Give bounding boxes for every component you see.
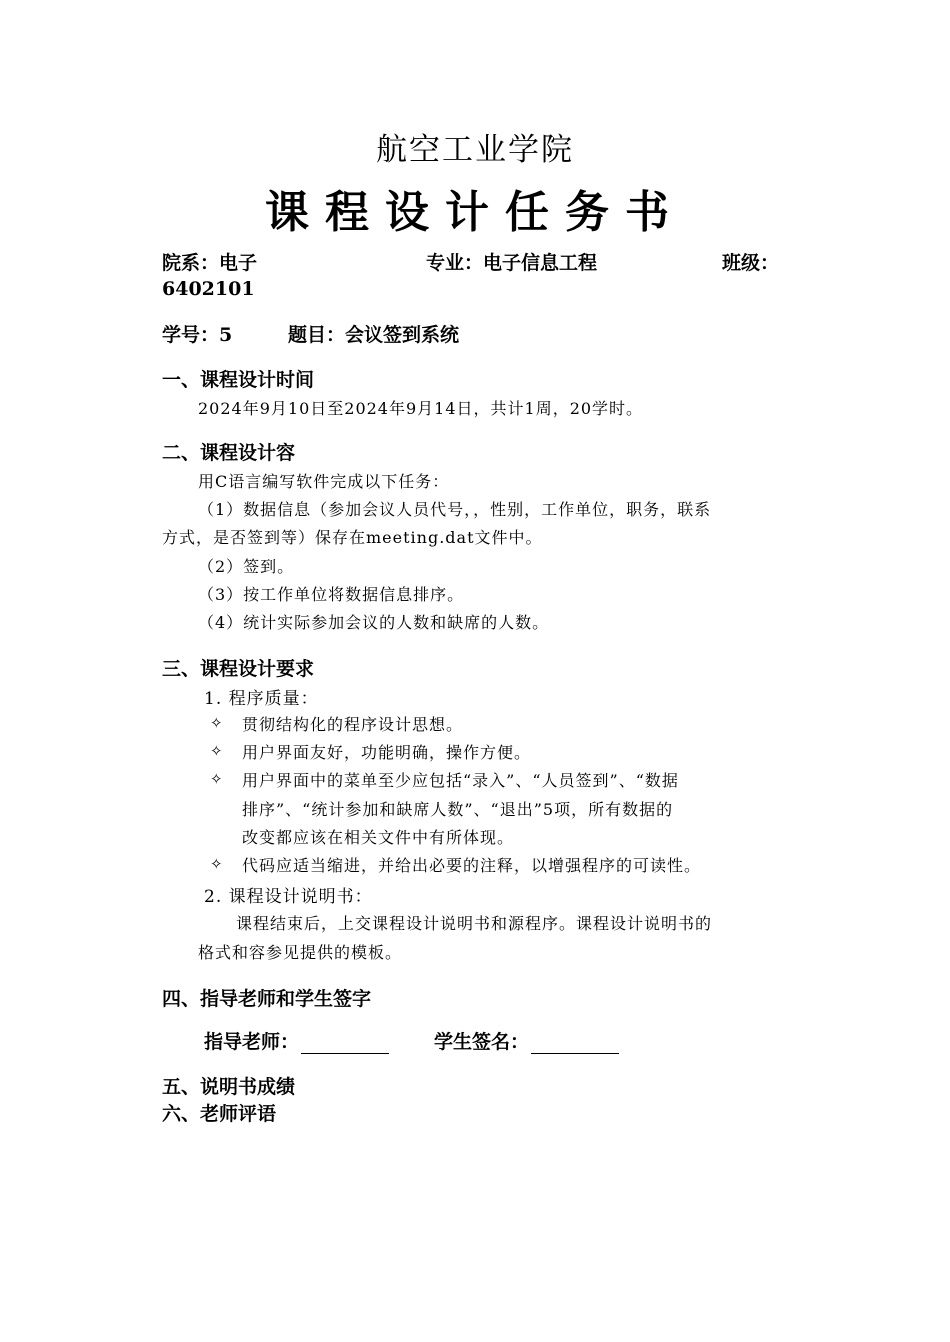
section4-heading: 四、指导老师和学生签字 xyxy=(162,988,372,1010)
student-signature-label: 学生签名： xyxy=(434,1031,530,1053)
section1-heading: 一、课程设计时间 xyxy=(162,369,315,391)
requirement-bullet-3-line3: 改变都应该在相关文件中有所体现。 xyxy=(242,828,515,847)
requirement-bullet-3-line1: 用户界面中的菜单至少应包括“录入”、“人员签到”、“数据 xyxy=(242,771,679,790)
teacher-signature xyxy=(204,1027,389,1054)
section2-intro: 用C语言编写软件完成以下任务： xyxy=(198,472,450,491)
student-id-field: 学号：5 xyxy=(162,324,233,346)
requirement-bullet-4: 代码应适当缩进，并给出必要的注释，以增强程序的可读性。 xyxy=(242,856,702,875)
diamond-bullet-icon: ✧ xyxy=(210,770,223,788)
class-label: 班级： xyxy=(722,252,780,274)
quality-subheading: 1. 程序质量： xyxy=(204,689,319,709)
report-paragraph-line2: 格式和容参见提供的模板。 xyxy=(198,943,403,962)
section5-heading: 五、说明书成绩 xyxy=(162,1076,296,1098)
student-signature xyxy=(434,1027,619,1054)
teacher-signature-line[interactable] xyxy=(301,1035,389,1054)
topic-field: 题目：会议签到系统 xyxy=(288,324,460,346)
dept-field: 院系：电子 xyxy=(162,252,258,274)
section2-heading: 二、课程设计容 xyxy=(162,442,296,464)
report-subheading: 2. 课程设计说明书： xyxy=(204,887,373,907)
teacher-signature-label: 指导老师： xyxy=(204,1031,300,1053)
diamond-bullet-icon: ✧ xyxy=(210,742,223,760)
institution-name: 航空工业学院 xyxy=(376,132,574,168)
student-signature-line[interactable] xyxy=(531,1035,619,1054)
task-item-4: （4）统计实际参加会议的人数和缺席的人数。 xyxy=(198,613,550,632)
requirement-bullet-2: 用户界面友好，功能明确，操作方便。 xyxy=(242,743,532,762)
task-item-2: （2）签到。 xyxy=(198,557,295,576)
requirement-bullet-1: 贯彻结构化的程序设计思想。 xyxy=(242,715,464,734)
section1-text: 2024年9月10日至2024年9月14日，共计1周，20学时。 xyxy=(198,399,644,418)
report-paragraph-line1: 课程结束后，上交课程设计说明书和源程序。课程设计说明书的 xyxy=(236,914,713,933)
major-field: 专业：电子信息工程 xyxy=(426,252,598,274)
class-value: 6402101 xyxy=(162,278,255,300)
task-item-1-line2: 方式，是否签到等）保存在meeting.dat文件中。 xyxy=(162,528,543,547)
requirement-bullet-3-line2: 排序”、“统计参加和缺席人数”、“退出”5项，所有数据的 xyxy=(242,800,674,819)
task-item-1-line1: （1）数据信息（参加会议人员代号，，性别，工作单位，职务，联系 xyxy=(198,500,712,519)
diamond-bullet-icon: ✧ xyxy=(210,714,223,732)
section3-heading: 三、课程设计要求 xyxy=(162,658,315,680)
task-item-3: （3）按工作单位将数据信息排序。 xyxy=(198,585,465,604)
document-title: 课程设计任务书 xyxy=(265,187,685,238)
diamond-bullet-icon: ✧ xyxy=(210,855,223,873)
section6-heading: 六、老师评语 xyxy=(162,1103,277,1125)
